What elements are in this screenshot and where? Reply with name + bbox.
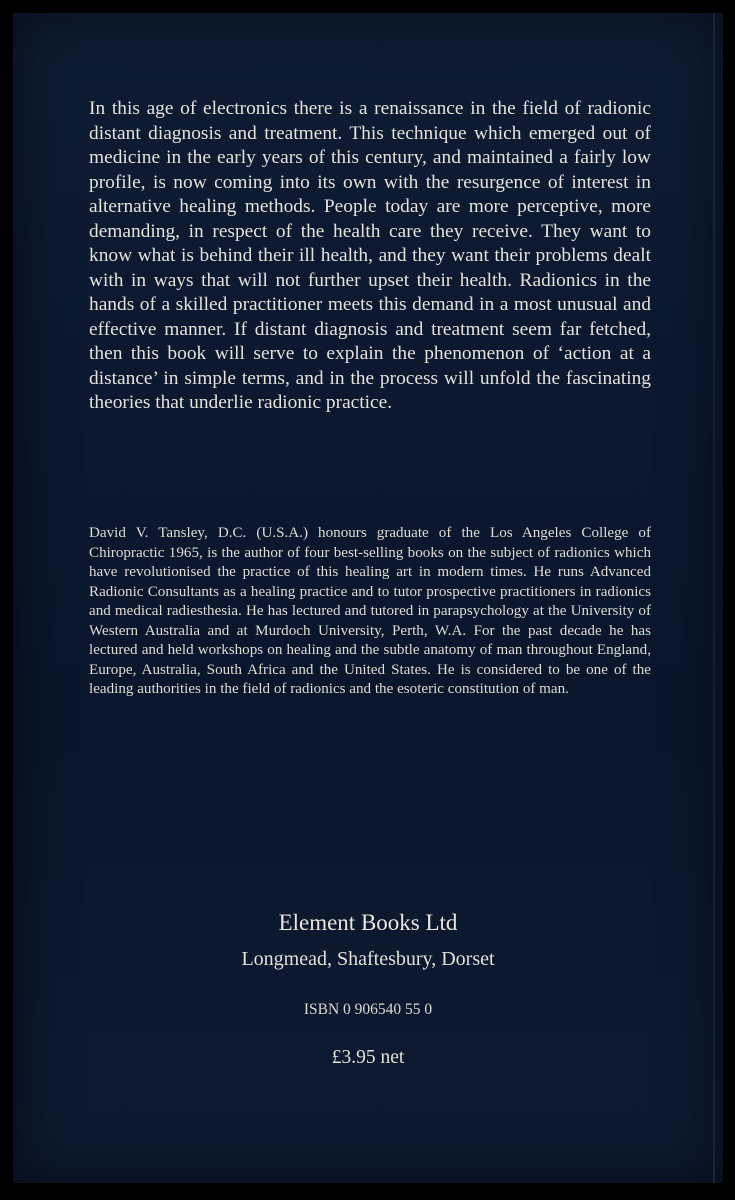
blurb-paragraph: In this age of electronics there is a renaissance in the field of radionic distant diagnosis and treatment. This technique which emerged out of medicine in the early years of this century, and maintained a fairly low profile, is now coming into its own with the resurgence of interest in alternative healing methods. People today are more perceptive, more demanding, in respect of the health care they receive. They want to know what is behind their ill health, and they want their problems dealt with in ways that will not further upset their health. Radionics in the hands of a skilled practitioner meets this demand in a most unusual and effective manner. If distant diagnosis and treatment seem far fetched, then this book will serve to explain the phenomenon of ‘action at a distance’ in simple terms, and in the process will unfold the fascinating theories that underlie radionic practice.	[89, 98, 651, 413]
isbn-number: ISBN 0 906540 55 0	[303, 1001, 433, 1018]
publisher-name: Element Books Ltd	[278, 910, 458, 935]
publisher-address: Longmead, Shaftesbury, Dorset	[241, 948, 495, 970]
back-cover	[13, 13, 723, 1183]
author-bio-paragraph: David V. Tansley, D.C. (U.S.A.) honours graduate of the Los Angeles College of Chiropractic 1965, is the author of four best-selling books on the subject of radionics which have revolutionised the practice of this healing art in modern times. He runs Advanced Radionic Consultants as a healing practice and to tutor prospective practitioners in radionics and medical radiesthesia. He has lectured and tutored in parapsychology at the University of Western Australia and at Murdoch University, Perth, W.A. For the past decade he has lectured and held workshops on healing and the subtle anatomy of man throughout England, Europe, Australia, South Africa and the United States. He is considered to be one of the leading authorities in the field of radionics and the esoteric constitution of man.	[89, 525, 651, 697]
price-label: £3.95 net	[331, 1047, 405, 1068]
